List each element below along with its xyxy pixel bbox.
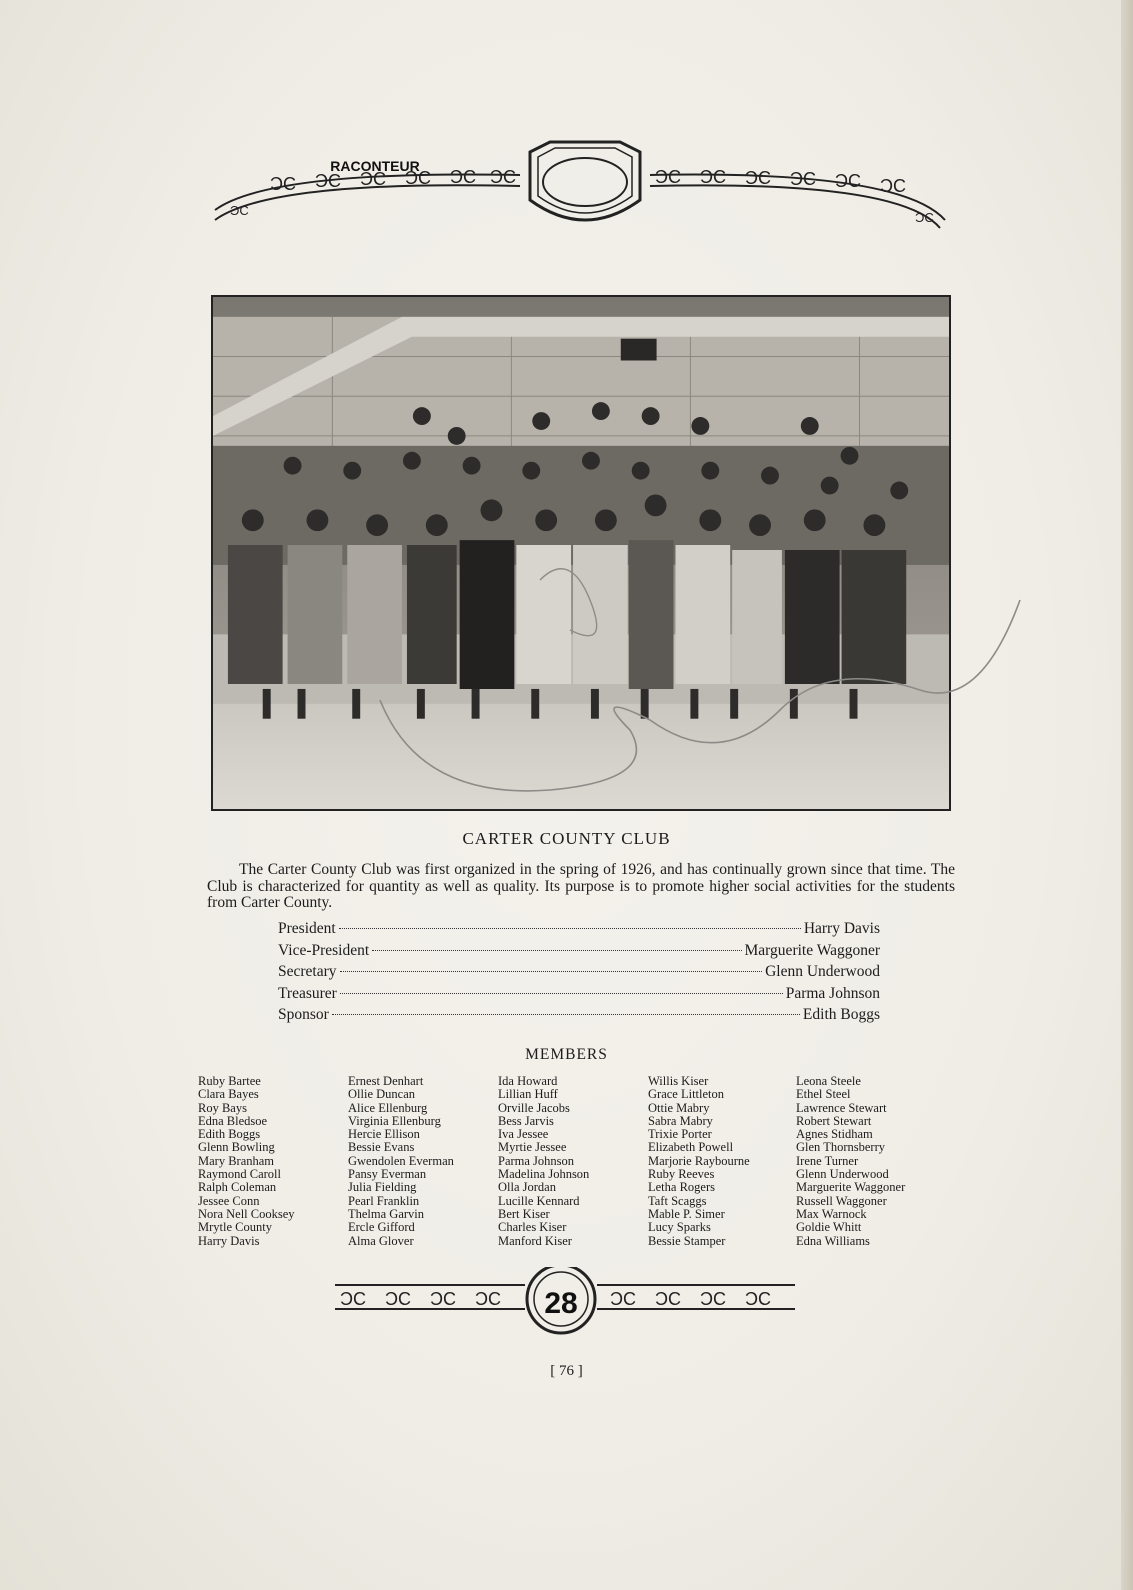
svg-text:ƆC: ƆC <box>610 1289 636 1309</box>
leader-dots <box>372 950 741 951</box>
member-name: Ollie Duncan <box>348 1087 415 1102</box>
officer-name: Parma Johnson <box>785 984 880 1002</box>
front-row-figures <box>228 540 906 689</box>
member-name: Lucille Kennard <box>498 1193 580 1208</box>
member-name: Manford Kiser <box>498 1233 572 1248</box>
officer-row-president <box>278 918 880 940</box>
member-name: Lucy Sparks <box>648 1220 711 1235</box>
member-name: Alma Glover <box>348 1233 414 1248</box>
member-name: Elizabeth Powell <box>648 1140 734 1155</box>
member-name: Bess Jarvis <box>498 1113 554 1128</box>
member-name: Bert Kiser <box>498 1206 550 1221</box>
member-name: Hercie Ellison <box>348 1127 420 1142</box>
leader-dots <box>339 928 801 929</box>
leader-dots <box>340 993 783 994</box>
officer-row-secretary <box>278 961 880 983</box>
club-description <box>207 862 955 912</box>
officer-role: Secretary <box>278 963 337 980</box>
svg-text:ƆC: ƆC <box>490 167 516 187</box>
svg-text:ƆC: ƆC <box>230 203 249 218</box>
member-name: Ethel Steel <box>796 1087 851 1102</box>
member-name: Leona Steele <box>796 1074 861 1088</box>
member-name: Grace Littleton <box>648 1087 725 1102</box>
member-name: Orville Jacobs <box>498 1100 570 1115</box>
members-heading: MEMBERS <box>525 1046 608 1063</box>
member-name: Sabra Mabry <box>648 1113 713 1128</box>
leader-dots <box>332 1014 800 1015</box>
member-name: Ralph Coleman <box>198 1180 277 1195</box>
svg-text:ƆC: ƆC <box>405 168 431 188</box>
member-name: Agnes Stidham <box>796 1127 873 1142</box>
svg-text:ƆC: ƆC <box>790 169 816 189</box>
svg-text:ƆC: ƆC <box>315 171 341 191</box>
svg-text:ƆC: ƆC <box>655 167 681 187</box>
member-name: Charles Kiser <box>498 1220 567 1235</box>
member-name: Max Warnock <box>796 1206 867 1221</box>
member-name: Lillian Huff <box>498 1087 558 1102</box>
member-name: Jessee Conn <box>198 1193 260 1208</box>
member-name: Nora Nell Cooksey <box>198 1206 295 1221</box>
member-name: Pearl Franklin <box>348 1193 420 1208</box>
header-ornament <box>210 130 960 240</box>
member-name: Ida Howard <box>498 1074 558 1088</box>
member-name: Marjorie Raybourne <box>648 1153 750 1168</box>
svg-text:ƆC: ƆC <box>745 1289 771 1309</box>
member-name: Edith Boggs <box>198 1127 261 1142</box>
description-text: The Carter County Club was first organized in the spring of 1926, and has continually grown since that time. The Club is characterized for quantity as well as quality. Its purpose is to promote higher social activities for the students from Carter County. <box>207 861 955 911</box>
year-badge: 28 <box>544 1287 578 1320</box>
officer-name: Marguerite Waggoner <box>744 941 880 959</box>
member-name: Ruby Reeves <box>648 1167 715 1182</box>
member-name: Robert Stewart <box>796 1113 872 1128</box>
member-name: Mary Branham <box>198 1153 275 1168</box>
svg-text:ƆC: ƆC <box>385 1289 411 1309</box>
officer-name: Glenn Underwood <box>765 963 880 980</box>
member-name: Madelina Johnson <box>498 1167 590 1182</box>
svg-text:ƆC: ƆC <box>270 174 296 194</box>
svg-text:ƆC: ƆC <box>700 167 726 187</box>
svg-text:ƆC: ƆC <box>915 210 934 225</box>
photo-graphic <box>213 297 949 809</box>
officer-name: Edith Boggs <box>802 1006 880 1023</box>
member-name: Ernest Denhart <box>348 1074 424 1088</box>
officers-list <box>278 918 880 1026</box>
member-name: Trixie Porter <box>648 1127 712 1142</box>
member-name: Glenn Underwood <box>796 1167 889 1182</box>
svg-text:ƆC: ƆC <box>745 168 771 188</box>
member-name: Ercle Gifford <box>348 1220 415 1235</box>
member-name: Olla Jordan <box>498 1180 556 1195</box>
member-name: Russell Waggoner <box>796 1193 887 1208</box>
member-name: Julia Fielding <box>348 1180 417 1195</box>
svg-text:ƆC: ƆC <box>475 1289 501 1309</box>
member-name: Willis Kiser <box>648 1074 709 1088</box>
svg-text:ƆC: ƆC <box>340 1289 366 1309</box>
member-name: Taft Scaggs <box>648 1193 707 1208</box>
officer-role: Sponsor <box>278 1006 329 1023</box>
officer-row-sponsor <box>278 1004 880 1026</box>
officer-row-treasurer <box>278 983 880 1005</box>
officer-role: President <box>278 920 336 937</box>
officer-role: Treasurer <box>278 984 337 1002</box>
member-name: Pansy Everman <box>348 1167 427 1182</box>
svg-text:ƆC: ƆC <box>835 171 861 191</box>
member-name: Roy Bays <box>198 1100 247 1115</box>
svg-text:ƆC: ƆC <box>430 1289 456 1309</box>
member-name: Glen Thornsberry <box>796 1140 885 1155</box>
svg-text:ƆC: ƆC <box>700 1289 726 1309</box>
members-column-2 <box>348 1075 454 1248</box>
officer-name: Harry Davis <box>803 920 880 937</box>
members-column-5 <box>796 1075 905 1248</box>
member-name: Iva Jessee <box>498 1127 549 1142</box>
member-name: Goldie Whitt <box>796 1220 862 1235</box>
member-name: Bessie Stamper <box>648 1233 726 1248</box>
member-name: Thelma Garvin <box>348 1206 425 1221</box>
member-name: Alice Ellenburg <box>348 1100 428 1115</box>
member-name: Raymond Caroll <box>198 1167 281 1182</box>
officer-role: Vice-President <box>278 941 370 959</box>
member-name: Glenn Bowling <box>198 1140 275 1155</box>
member-name: Irene Turner <box>796 1153 859 1168</box>
member-name: Parma Johnson <box>498 1153 575 1168</box>
member-name: Mable P. Simer <box>648 1206 725 1221</box>
member-name: Clara Bayes <box>198 1087 259 1102</box>
member-name: Mrytle County <box>198 1220 272 1235</box>
ornament-band-graphic <box>210 130 960 240</box>
member-name: Bessie Evans <box>348 1140 415 1155</box>
svg-text:ƆC: ƆC <box>360 169 386 189</box>
member-name: Virginia Ellenburg <box>348 1113 441 1128</box>
member-name: Letha Rogers <box>648 1180 715 1195</box>
member-name: Edna Williams <box>796 1233 870 1248</box>
member-name: Harry Davis <box>198 1233 260 1248</box>
members-column-4 <box>648 1075 750 1248</box>
member-name: Ottie Mabry <box>648 1100 710 1115</box>
group-photograph <box>211 295 951 811</box>
leader-dots <box>340 971 763 972</box>
member-name: Marguerite Waggoner <box>796 1180 906 1195</box>
members-column-3 <box>498 1075 589 1248</box>
page-edge <box>1121 0 1133 1590</box>
member-name: Lawrence Stewart <box>796 1100 887 1115</box>
member-name: Ruby Bartee <box>198 1074 261 1088</box>
officer-row-vice-president <box>278 940 880 962</box>
scroll-glyphs <box>230 167 934 225</box>
svg-text:ƆC: ƆC <box>655 1289 681 1309</box>
crest-label: RACONTEUR <box>330 158 420 174</box>
member-name: Gwendolen Everman <box>348 1153 454 1168</box>
members-column-1 <box>198 1075 295 1248</box>
member-name: Myrtie Jessee <box>498 1140 567 1155</box>
member-name: Edna Bledsoe <box>198 1113 268 1128</box>
svg-text:ƆC: ƆC <box>880 176 906 196</box>
svg-text:ƆC: ƆC <box>450 167 476 187</box>
club-title: CARTER COUNTY CLUB <box>462 829 671 848</box>
page-number: [ 76 ] <box>550 1363 583 1379</box>
